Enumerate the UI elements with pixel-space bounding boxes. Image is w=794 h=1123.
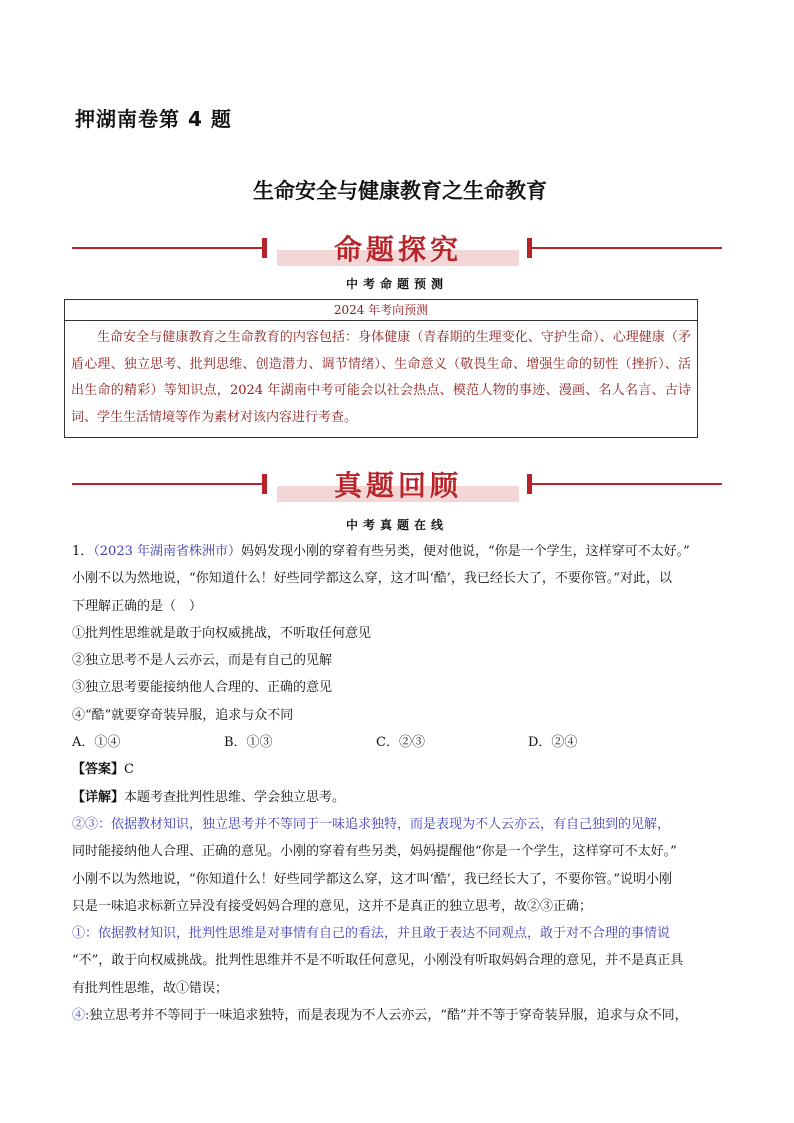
analysis-23-line-1: ②③：依据教材知识，独立思考并不等同于一味追求独特，而是表现为不人云亦云，有自己独到的见解， (72, 816, 671, 832)
analysis-23-line-3: 小刚不以为然地说，“你知道什么！好些同学都这么穿，这才叫‘酷’，我已经长大了，不要你管。”说明小刚 (72, 871, 673, 887)
banner-box (277, 228, 519, 268)
banner-past-exams (72, 464, 722, 504)
question-text: 妈妈发现小刚的穿着有些另类，便对他说，“你是一个学生，这样穿可不太好。” (241, 544, 690, 559)
prediction-box (64, 299, 698, 438)
question-number: 1． (72, 544, 94, 559)
statement-4: ④“酷”就要穿奇装异服，追求与众不同 (72, 707, 294, 723)
banner-cap-left (262, 238, 267, 258)
detail-line (72, 784, 724, 811)
banner-box (277, 464, 519, 504)
analysis-4-line-1 (72, 1002, 724, 1029)
analysis-4-marker: ④: (72, 1008, 90, 1024)
banner-cap-left (262, 474, 267, 494)
banner-line-left (72, 247, 264, 249)
answer-value: C (124, 762, 134, 778)
banner-topic-exploration (72, 228, 722, 268)
analysis-23-line-2: 同时能接纳他人合理、正确的意见。小刚的穿着有些另类，妈妈提醒他“你是一个学生，这样穿可不太好。” (72, 844, 677, 860)
banner-line-left (72, 483, 264, 485)
section-heading: 押湖南卷第 4 题 (75, 107, 232, 131)
subheading-online: 中考真题在线 (345, 518, 448, 532)
option-a: A．①④ (72, 735, 121, 751)
question-line-3: 下理解正确的是（ ） (72, 598, 203, 614)
analysis-4-text: 独立思考并不等同于一味追求独特，而是表现为不人云亦云，“酷”并不等于穿奇装异服，追求与众不同， (89, 1008, 688, 1024)
detail-intro: 本题考查批判性思维、学会独立思考。 (124, 789, 346, 805)
question-source: （2023 年湖南省株洲市） (93, 544, 241, 559)
detail-label: 【详解】 (72, 789, 125, 805)
statement-3: ③独立思考要能接纳他人合理的、正确的意见 (72, 680, 333, 696)
analysis-1-line-2: “不”，敢于向权威挑战。批判性思维并不是不听取任何意见，小刚没有听取妈妈合理的意见，并不是真正具 (72, 953, 684, 969)
question-line-2: 小刚不以为然地说，“你知道什么！好些同学都这么穿，这才叫‘酷’，我已经长大了，不要你管。”对此，以 (72, 571, 673, 587)
analysis-23-line-4: 只是一味追求标新立异没有接受妈妈合理的意见，这并不是真正的独立思考，故②③正确； (72, 898, 593, 914)
statement-2: ②独立思考不是人云亦云，而是有自己的见解 (72, 653, 333, 669)
analysis-1-line-3: 有批判性思维，故①错误； (72, 980, 229, 996)
banner-text: 命题探究 (333, 233, 462, 266)
answer-label: 【答案】 (72, 762, 125, 778)
question-line-1 (72, 538, 724, 565)
options-row (72, 729, 724, 756)
statement-1: ①批判性思维就是敢于向权威挑战，不听取任何意见 (72, 625, 372, 641)
option-b: B．①③ (224, 735, 273, 751)
option-c: C．②③ (376, 735, 425, 751)
banner-line-right (530, 483, 722, 485)
prediction-header: 2024 年考向预测 (65, 300, 697, 321)
banner-text: 真题回顾 (333, 469, 462, 502)
banner-line-right (530, 247, 722, 249)
subheading-prediction: 中考命题预测 (345, 277, 448, 291)
analysis-1-line-1: ①：依据教材知识，批判性思维是对事情有自己的看法，并且敢于表达不同观点，敢于对不合理的事情说 (72, 926, 671, 942)
question-block (72, 538, 724, 1029)
page-title: 生命安全与健康教育之生命教育 (253, 179, 547, 203)
answer-line (72, 756, 724, 783)
prediction-body: 生命安全与健康教育之生命教育的内容包括：身体健康（青春期的生理变化、守护生命）、心理健康（矛盾心理、独立思考、批判思维、创造潜力、调节情绪）、生命意义（敬畏生命、增强生命的韧性（挫折）、活出生命的精彩）等知识点，2024 年湖南中考可能会以社会热点、模范人物的事迹、漫画、名人名言、古诗词、学生生活情境等作为素材对该内容进行考查。 (71, 330, 691, 425)
option-d: D．②④ (528, 735, 578, 751)
